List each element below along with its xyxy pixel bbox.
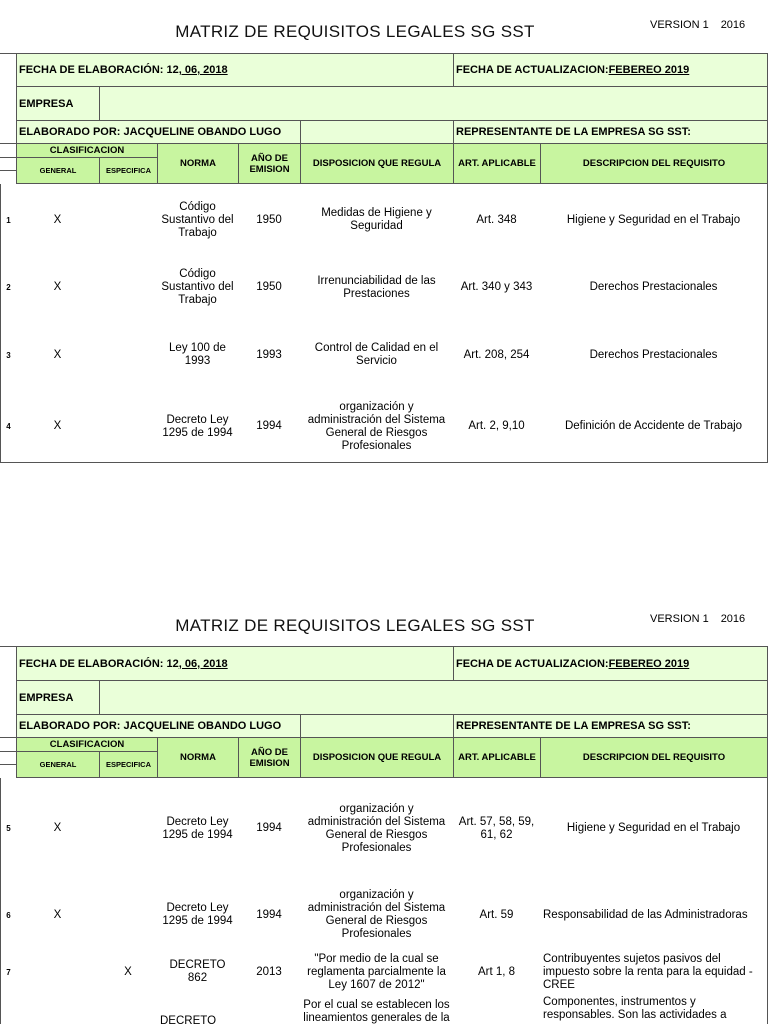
row-number: 3 <box>0 319 17 392</box>
cell-articulo: Art 1, 8 <box>453 951 541 994</box>
cell-norma: Decreto Ley 1295 de 1994 <box>157 778 239 880</box>
version-number: VERSION 1 <box>650 613 709 625</box>
cell-articulo: Art. 59 <box>453 879 541 952</box>
row-number: 4 <box>0 391 17 463</box>
header-norma: NORMA <box>157 143 239 184</box>
version-label <box>650 613 745 625</box>
empresa-label: EMPRESA <box>16 86 100 121</box>
cell-disposicion: Irrenunciabilidad de las Prestaciones <box>300 256 454 320</box>
cell-norma: Decreto Ley 1295 de 1994 <box>157 879 239 952</box>
header-descripcion: DESCRIPCION DEL REQUISITO <box>540 143 768 184</box>
left-gridline <box>0 53 16 54</box>
left-gridline <box>0 751 16 752</box>
cell-general: X <box>16 256 100 320</box>
header-disposicion: DISPOSICION QUE REGULA <box>300 143 454 184</box>
representante-label: REPRESENTANTE DE LA EMPRESA SG SST: <box>453 120 768 144</box>
left-gridline <box>0 737 16 738</box>
header-articulo: ART. APLICABLE <box>453 737 541 778</box>
left-gridline <box>0 646 16 647</box>
version-label <box>650 19 745 31</box>
cell-especifica <box>99 391 158 463</box>
cell-anio: 2013 <box>238 951 301 994</box>
fecha-actualizacion: FECHA DE ACTUALIZACION: FEBEREO 2019 <box>453 53 768 87</box>
cell-descripcion: Definición de Accidente de Trabajo <box>540 391 768 463</box>
cell-articulo: Art. 2, 9,10 <box>453 391 541 463</box>
cell-anio: 1994 <box>238 879 301 952</box>
cell-disposicion: Medidas de Higiene y Seguridad <box>300 184 454 257</box>
header-descripcion: DESCRIPCION DEL REQUISITO <box>540 737 768 778</box>
cell-disposicion: Control de Calidad en el Servicio <box>300 319 454 392</box>
cell-norma: Código Sustantivo del Trabajo <box>157 184 239 257</box>
table-row <box>0 391 768 463</box>
page-title: MATRIZ DE REQUISITOS LEGALES SG SST <box>175 616 535 635</box>
row-number: 7 <box>0 951 17 994</box>
fecha-elaboracion: FECHA DE ELABORACIÓN: 12 , 06, 2018 <box>16 53 454 87</box>
elaborado-blank <box>300 120 454 144</box>
left-gridline <box>0 170 16 171</box>
cell-anio: 1994 <box>238 391 301 463</box>
matrix-section-1 <box>0 0 768 470</box>
cell-norma: Código Sustantivo del Trabajo <box>157 256 239 320</box>
cell-descripcion: Contribuyentes sujetos pasivos del impuesto sobre la renta para la equidad - CREE <box>540 951 768 994</box>
elaborado-blank <box>300 714 454 738</box>
cell-especifica <box>99 184 158 257</box>
page-title: MATRIZ DE REQUISITOS LEGALES SG SST <box>175 22 535 41</box>
cell-articulo <box>453 993 541 1024</box>
left-gridline <box>0 157 16 158</box>
table-row <box>0 993 768 1024</box>
table-row <box>0 256 768 320</box>
empresa-value <box>99 86 768 121</box>
elaborado-por: ELABORADO POR: JACQUELINE OBANDO LUGO <box>16 714 301 738</box>
cell-general: X <box>16 319 100 392</box>
cell-especifica <box>99 879 158 952</box>
table-row <box>0 879 768 952</box>
cell-norma: Ley 100 de 1993 <box>157 319 239 392</box>
header-especifica: ESPECIFICA <box>99 157 158 184</box>
header-disposicion: DISPOSICION QUE REGULA <box>300 737 454 778</box>
row-number: 6 <box>0 879 17 952</box>
table-row <box>0 778 768 880</box>
header-especifica: ESPECIFICA <box>99 751 158 778</box>
table-row <box>0 951 768 994</box>
cell-descripcion: Higiene y Seguridad en el Trabajo <box>540 778 768 880</box>
cell-disposicion: organización y administración del Sistema General de Riesgos Profesionales <box>300 879 454 952</box>
cell-descripcion: Derechos Prestacionales <box>540 256 768 320</box>
header-general: GENERAL <box>16 751 100 778</box>
cell-anio: 1950 <box>238 184 301 257</box>
cell-norma: DECRETO 862 <box>157 951 239 994</box>
table-row <box>0 184 768 257</box>
matrix-section-2 <box>0 594 768 1024</box>
cell-articulo: Art. 208, 254 <box>453 319 541 392</box>
cell-disposicion: organización y administración del Sistema General de Riesgos Profesionales <box>300 391 454 463</box>
empresa-value <box>99 680 768 715</box>
version-year: 2016 <box>720 613 746 625</box>
empresa-label: EMPRESA <box>16 680 100 715</box>
row-number: 1 <box>0 184 17 257</box>
elaborado-por: ELABORADO POR: JACQUELINE OBANDO LUGO <box>16 120 301 144</box>
row-number: 2 <box>0 256 17 320</box>
header-general: GENERAL <box>16 157 100 184</box>
cell-general: X <box>16 391 100 463</box>
cell-disposicion: "Por medio de la cual se reglamenta parcialmente la Ley 1607 de 2012" <box>300 951 454 994</box>
cell-descripcion: Responsabilidad de las Administradoras <box>540 879 768 952</box>
header-articulo: ART. APLICABLE <box>453 143 541 184</box>
cell-general: X <box>16 778 100 880</box>
left-gridline <box>0 764 16 765</box>
cell-disposicion: organización y administración del Sistema General de Riesgos Profesionales <box>300 778 454 880</box>
cell-disposicion: Por el cual se establecen los lineamientos generales de la <box>300 993 454 1024</box>
table-row <box>0 319 768 392</box>
cell-articulo: Art. 340 y 343 <box>453 256 541 320</box>
cell-general: X <box>16 184 100 257</box>
cell-especifica <box>99 778 158 880</box>
cell-especifica <box>99 319 158 392</box>
cell-especifica <box>99 993 158 1024</box>
cell-norma: DECRETO <box>157 993 239 1024</box>
row-number <box>0 993 17 1024</box>
cell-articulo: Art. 348 <box>453 184 541 257</box>
header-clasificacion: CLASIFICACION <box>16 143 158 158</box>
version-number: VERSION 1 <box>650 19 709 31</box>
cell-especifica <box>99 256 158 320</box>
left-gridline <box>0 143 16 144</box>
cell-especifica: X <box>99 951 158 994</box>
header-anio: AÑO DE EMISION <box>238 737 301 778</box>
header-anio: AÑO DE EMISION <box>238 143 301 184</box>
cell-descripcion: Higiene y Seguridad en el Trabajo <box>540 184 768 257</box>
cell-general: X <box>16 879 100 952</box>
cell-norma: Decreto Ley 1295 de 1994 <box>157 391 239 463</box>
cell-descripcion: Componentes, instrumentos y responsables. Son las actividades a <box>540 993 768 1024</box>
fecha-elaboracion: FECHA DE ELABORACIÓN: 12 , 06, 2018 <box>16 646 454 681</box>
header-clasificacion: CLASIFICACION <box>16 737 158 752</box>
cell-articulo: Art. 57, 58, 59, 61, 62 <box>453 778 541 880</box>
row-number: 5 <box>0 778 17 880</box>
cell-general <box>16 951 100 994</box>
cell-anio: 1950 <box>238 256 301 320</box>
cell-anio: 1994 <box>238 778 301 880</box>
cell-general <box>16 993 100 1024</box>
header-norma: NORMA <box>157 737 239 778</box>
fecha-actualizacion: FECHA DE ACTUALIZACION: FEBEREO 2019 <box>453 646 768 681</box>
version-year: 2016 <box>720 19 746 31</box>
cell-descripcion: Derechos Prestacionales <box>540 319 768 392</box>
cell-anio: 1993 <box>238 319 301 392</box>
cell-anio <box>238 993 301 1024</box>
representante-label: REPRESENTANTE DE LA EMPRESA SG SST: <box>453 714 768 738</box>
